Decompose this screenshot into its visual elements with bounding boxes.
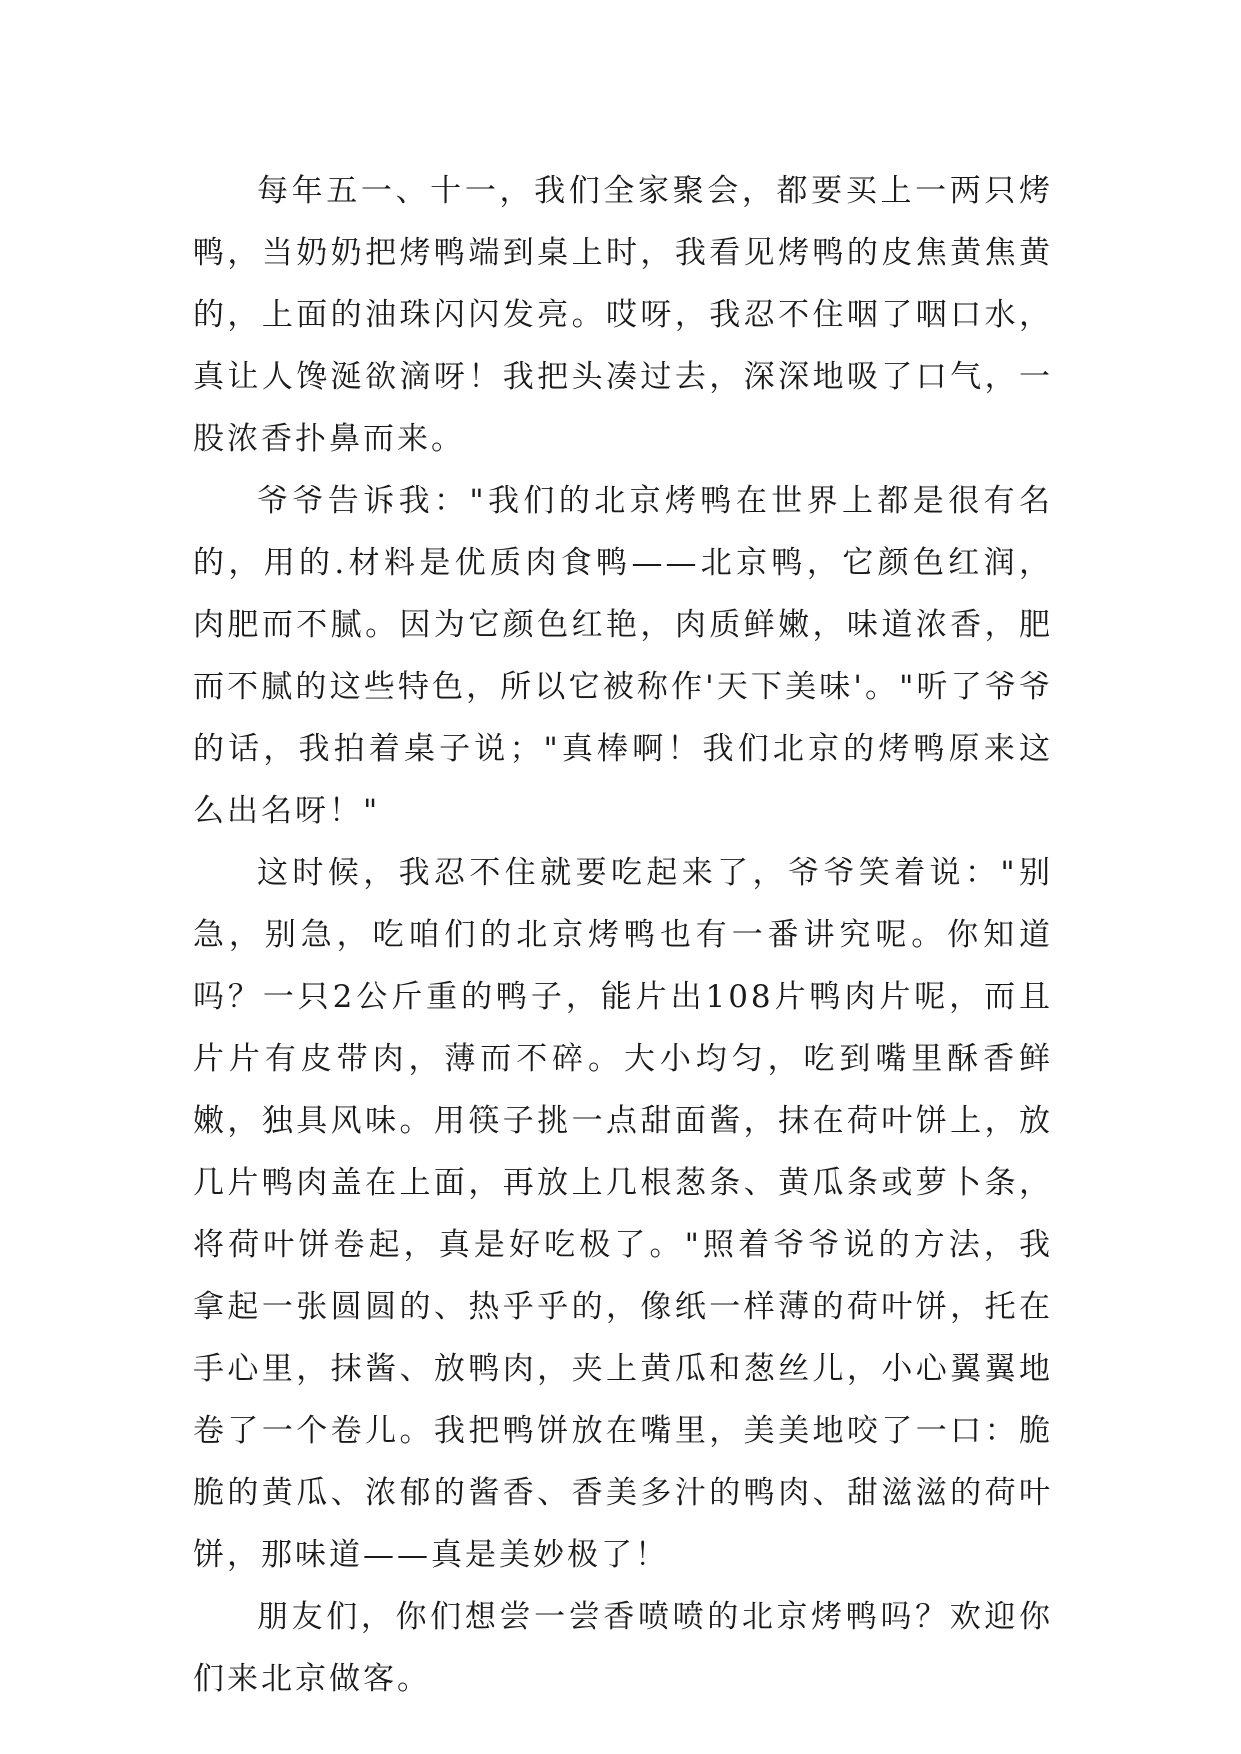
paragraph: 每年五一、十一，我们全家聚会，都要买上一两只烤鸭，当奶奶把烤鸭端到桌上时，我看见烤鸭的皮焦黄焦黄的，上面的油珠闪闪发亮。哎呀，我忍不住咽了咽口水，真让人馋涎欲滴呀！我把头凑过去，深深地吸了口气，一股浓香扑鼻而来。: [193, 173, 1053, 457]
paragraph: 朋友们，你们想尝一尝香喷喷的北京烤鸭吗？欢迎你们来北京做客。: [193, 1599, 1053, 1697]
paragraph: 爷爷告诉我："我们的北京烤鸭在世界上都是很有名的，用的.材料是优质肉食鸭——北京鸭，它颜色红润，肉肥而不腻。因为它颜色红艳，肉质鲜嫩，味道浓香，肥而不腻的这些特色，所以它被称作'天下美味'。"听了爷爷的话，我拍着桌子说；"真棒啊！我们北京的烤鸭原来这么出名呀！": [193, 483, 1053, 829]
paragraph: 这时候，我忍不住就要吃起来了，爷爷笑着说："别急，别急，吃咱们的北京烤鸭也有一番讲究呢。你知道吗？一只2公斤重的鸭子，能片出108片鸭肉片呢，而且片片有皮带肉，薄而不碎。大小均匀，吃到嘴里酥香鲜嫩，独具风味。用筷子挑一点甜面酱，抹在荷叶饼上，放几片鸭肉盖在上面，再放上几根葱条、黄瓜条或萝卜条，将荷叶饼卷起，真是好吃极了。"照着爷爷说的方法，我拿起一张圆圆的、热乎乎的，像纸一样薄的荷叶饼，托在手心里，抹酱、放鸭肉，夹上黄瓜和葱丝儿，小心翼翼地卷了一个卷儿。我把鸭饼放在嘴里，美美地咬了一口：脆脆的黄瓜、浓郁的酱香、香美多汁的鸭肉、甜滋滋的荷叶饼，那味道——真是美妙极了！: [193, 855, 1053, 1573]
document-body: [193, 160, 1053, 1710]
